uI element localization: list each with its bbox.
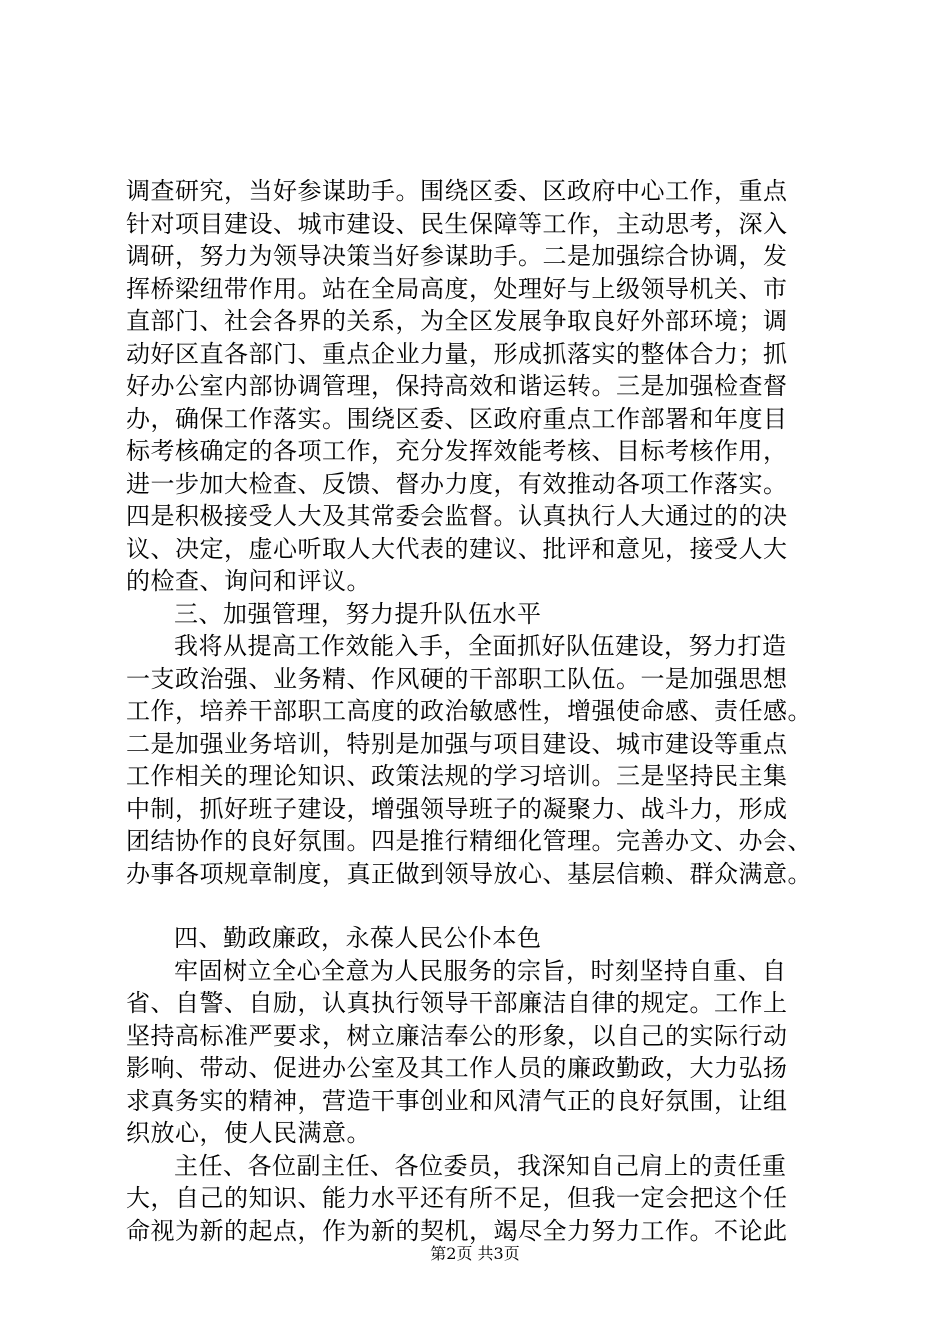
page-number-footer: 第2页 共3页 (430, 1244, 520, 1263)
document-body (126, 175, 846, 1247)
text-line: 二是加强业务培训，特别是加强与项目建设、城市建设等重点 (126, 729, 788, 758)
text-line: 团结协作的良好氛围。四是推行精细化管理。完善办文、办会、 (126, 827, 812, 855)
text-line: 织放心，使人民满意。 (126, 1119, 371, 1147)
text-line: 一支政治强、业务精、作风硬的干部职工队伍。一是加强思想 (126, 664, 788, 693)
text-line: 好办公室内部协调管理，保持高效和谐运转。三是加强检查督 (126, 372, 788, 400)
text-line: 主任、各位副主任、各位委员，我深知自己肩上的责任重 (174, 1151, 787, 1180)
text-line: 求真务实的精神，营造干事创业和风清气正的良好氛围，让组 (126, 1086, 788, 1115)
text-line: 进一步加大检查、反馈、督办力度，有效推动各项工作落实。 (126, 469, 788, 498)
text-line: 办事各项规章制度，真正做到领导放心、基层信赖、群众满意。 (126, 859, 812, 888)
text-line: 的检查、询问和评议。 (126, 567, 371, 595)
text-line: 牢固树立全心全意为人民服务的宗旨，时刻坚持自重、自 (174, 956, 787, 985)
text-line: 调研，努力为领导决策当好参谋助手。二是加强综合协调，发 (126, 242, 788, 270)
text-line: 挥桥梁纽带作用。站在全局高度，处理好与上级领导机关、市 (126, 274, 788, 303)
text-line: 直部门、社会各界的关系，为全区发展争取良好外部环境；调 (126, 307, 788, 335)
text-line: 工作相关的理论知识、政策法规的学习培训。三是坚持民主集 (126, 762, 788, 790)
paragraph-gap (126, 890, 846, 922)
text-line: 工作，培养干部职工高度的政治敏感性，增强使命感、责任感。 (126, 697, 812, 725)
text-line: 议、决定，虚心听取人大代表的建议、批评和意见，接受人大 (126, 534, 788, 563)
text-line: 针对项目建设、城市建设、民生保障等工作，主动思考，深入 (126, 209, 788, 238)
section-heading-3: 三、加强管理，努力提升队伍水平 (174, 599, 542, 628)
text-line: 影响、带动、促进办公室及其工作人员的廉政勤政，大力弘扬 (126, 1054, 788, 1082)
text-line: 调查研究，当好参谋助手。围绕区委、区政府中心工作，重点 (126, 177, 788, 205)
text-line: 动好区直各部门、重点企业力量，形成抓落实的整体合力；抓 (126, 339, 788, 368)
text-line: 命视为新的起点，作为新的契机，竭尽全力努力工作。不论此 (126, 1216, 788, 1245)
text-line: 中制，抓好班子建设，增强领导班子的凝聚力、战斗力，形成 (126, 794, 788, 823)
text-line: 大，自己的知识、能力水平还有所不足，但我一定会把这个任 (126, 1184, 788, 1212)
text-line: 四是积极接受人大及其常委会监督。认真执行人大通过的的决 (126, 502, 788, 530)
section-heading-4: 四、勤政廉政，永葆人民公仆本色 (174, 924, 542, 952)
text-line: 标考核确定的各项工作，充分发挥效能考核、目标考核作用， (126, 437, 788, 465)
text-line: 省、自警、自励，认真执行领导干部廉洁自律的规定。工作上 (126, 989, 788, 1017)
text-line: 坚持高标准严要求，树立廉洁奉公的形象，以自己的实际行动 (126, 1021, 788, 1050)
text-line: 办，确保工作落实。围绕区委、区政府重点工作部署和年度目 (126, 404, 788, 433)
text-line: 我将从提高工作效能入手，全面抓好队伍建设，努力打造 (174, 632, 787, 660)
